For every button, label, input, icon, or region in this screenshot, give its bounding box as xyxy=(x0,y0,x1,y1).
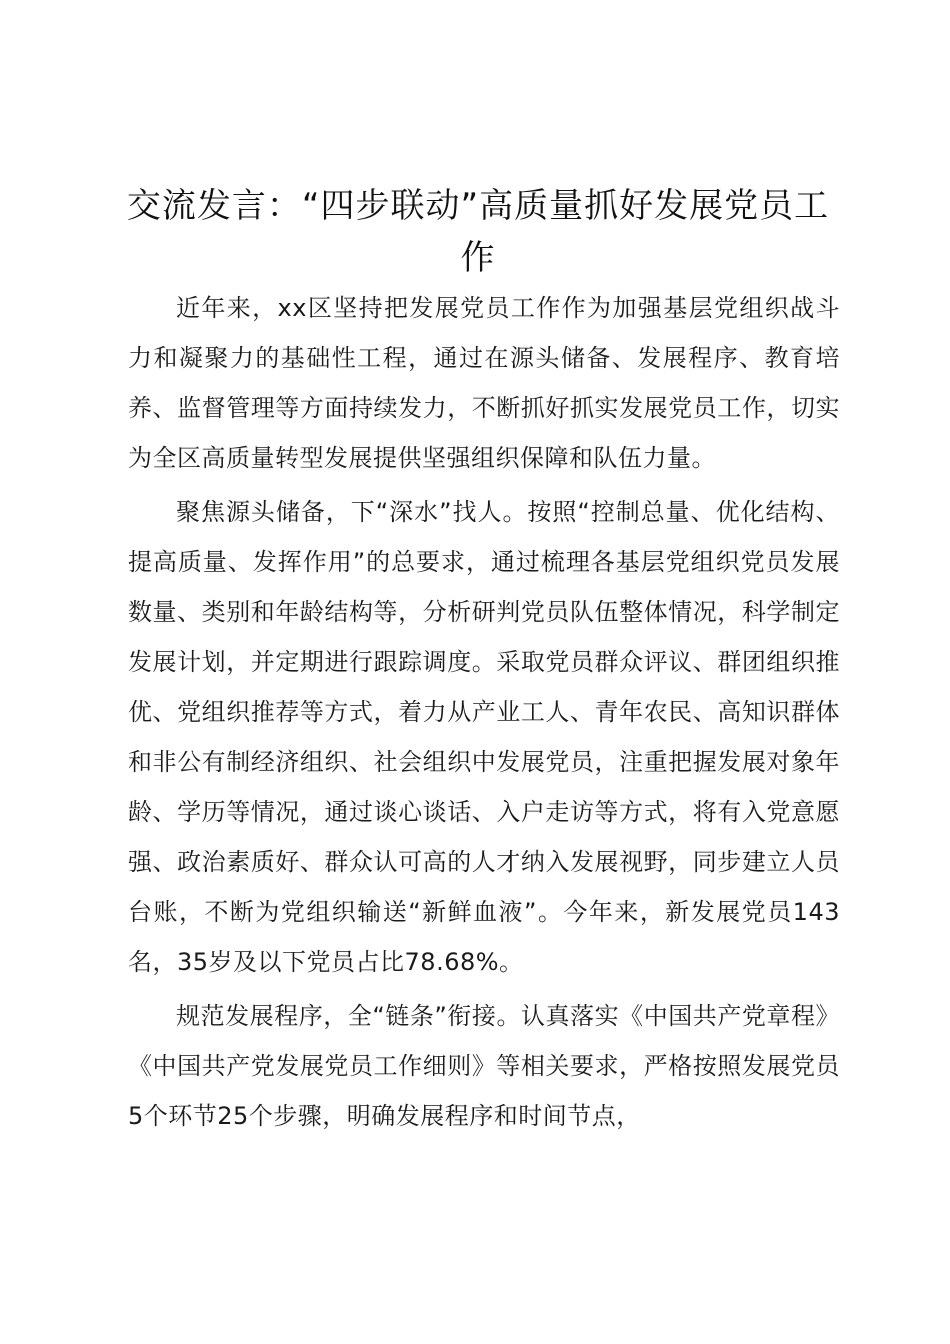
paragraph-source-reserve: 聚焦源头储备，下“深水”找人。按照“控制总量、优化结构、提高质量、发挥作用”的总要求，通过梳理各基层党组织党员发展数量、类别和年龄结构等，分析研判党员队伍整体情况，科学制定发展计划，并定期进行跟踪调度。采取党员群众评议、群团组织推优、党组织推荐等方式，着力从产业工人、青年农民、高知识群体和非公有制经济组织、社会组织中发展党员，注重把握发展对象年龄、学历等情况，通过谈心谈话、入户走访等方式，将有入党意愿强、政治素质好、群众认可高的人才纳入发展视野，同步建立人员台账，不断为党组织输送“新鲜血液”。今年来，新发展党员143名，35岁及以下党员占比78.68%。 xyxy=(128,498,840,976)
paragraph-intro: 近年来，xx区坚持把发展党员工作作为加强基层党组织战斗力和凝聚力的基础性工程，通过在源头储备、发展程序、教育培养、监督管理等方面持续发力，不断抓好抓实发展党员工作，切实为全区高质量转型发展提供坚强组织保障和队伍力量。 xyxy=(128,294,840,472)
document-body xyxy=(128,283,840,1145)
document-title: 交流发言：“四步联动”高质量抓好发展党员工作 xyxy=(126,186,830,278)
paragraph-standard-procedure: 规范发展程序，全“链条”衔接。认真落实《中国共产党章程》《中国共产党发展党员工作细则》等相关要求，严格按照发展党员5个环节25个步骤，明确发展程序和时间节点， xyxy=(128,1002,840,1130)
